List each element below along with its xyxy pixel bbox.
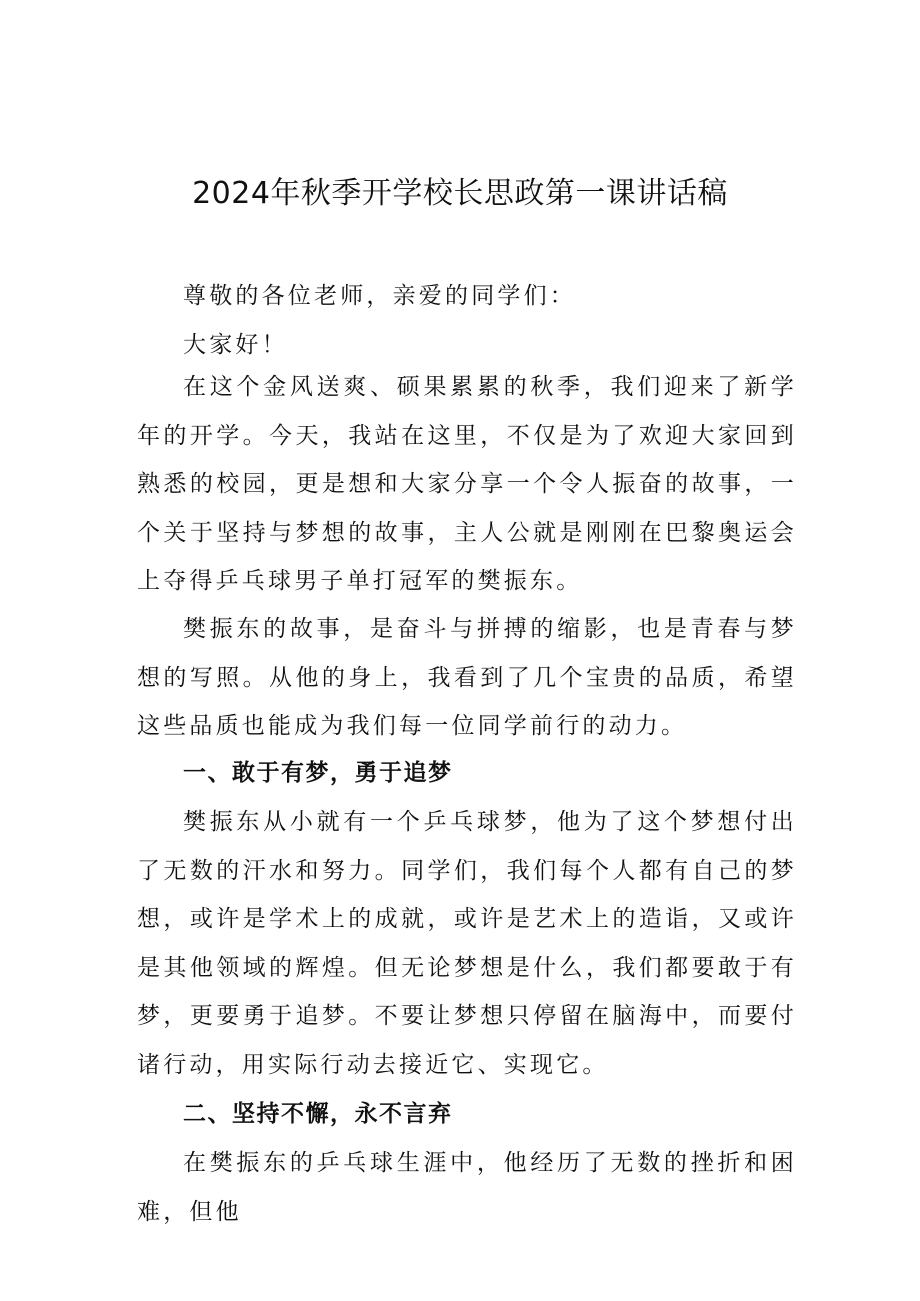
fan-story-paragraph: 樊振东的故事，是奋斗与拼搏的缩影，也是青春与梦想的写照。从他的身上，我看到了几个宝贵的品质，希望这些品质也能成为我们每一位同学前行的动力。: [137, 616, 797, 739]
section-heading-2: 二、坚持不懈，永不言弃: [183, 1101, 453, 1127]
hello-paragraph: 大家好！: [183, 332, 288, 358]
persist-paragraph: 在樊振东的乒乓球生涯中，他经历了无数的挫折和困难，但他: [137, 1150, 797, 1225]
section-heading-1: 一、敢于有梦，勇于追梦: [183, 760, 453, 786]
greeting-paragraph: 尊敬的各位老师，亲爱的同学们：: [183, 283, 576, 309]
dream-paragraph: 樊振东从小就有一个乒乓球梦，他为了这个梦想付出了无数的汗水和努力。同学们，我们每个人都有自己的梦想，或许是学术上的成就，或许是艺术上的造诣，又或许是其他领域的辉煌。但无论梦想是什么，我们都要敢于有梦，更要勇于追梦。不要让梦想只停留在脑海中，而要付诸行动，用实际行动去接近它、实现它。: [137, 809, 797, 1078]
document-title: 2024年秋季开学校长思政第一课讲话稿: [192, 176, 728, 211]
intro-paragraph: 在这个金风送爽、硕果累累的秋季，我们迎来了新学年的开学。今天，我站在这里，不仅是为了欢迎大家回到熟悉的校园，更是想和大家分享一个令人振奋的故事，一个关于坚持与梦想的故事，主人公就是刚刚在巴黎奥运会上夺得乒乓球男子单打冠军的樊振东。: [137, 374, 797, 594]
